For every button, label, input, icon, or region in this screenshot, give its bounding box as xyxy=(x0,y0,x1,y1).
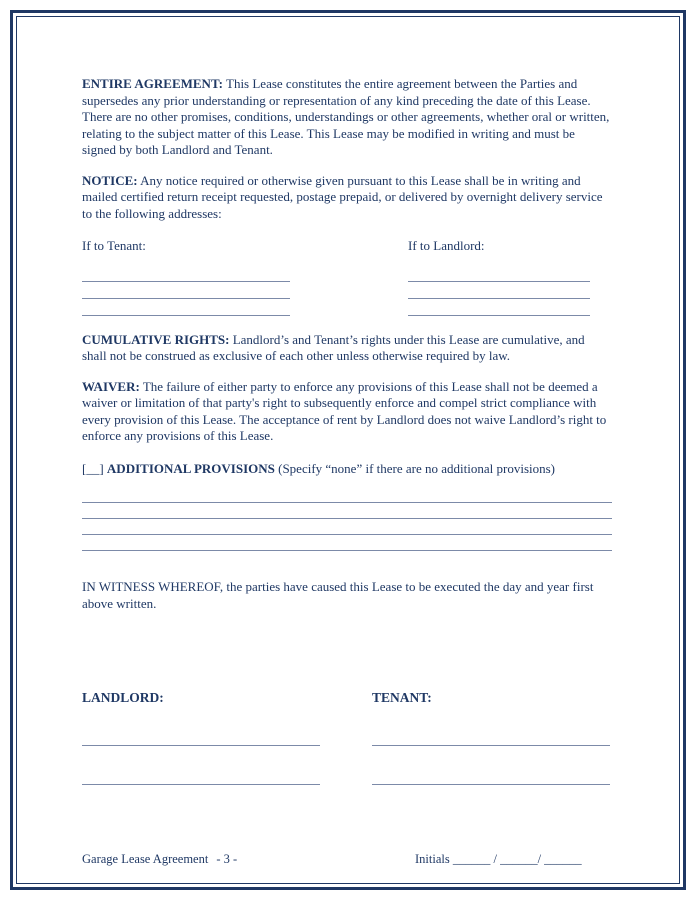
landlord-label: LANDLORD: xyxy=(82,690,164,705)
waiver-text: The failure of either party to enforce any provisions of this Lease shall not be deemed a waiver or limitation of that party's right to subsequently enforce and compel strict compliance with every provision of this Lease. The acceptance of rent by Landlord does not waive Landlord’s right to enforce any provisions of this Lease. xyxy=(82,378,607,443)
provisions-blank-line xyxy=(82,503,612,519)
landlord-signature-line xyxy=(82,746,320,785)
waiver-paragraph xyxy=(82,379,612,445)
if-to-tenant-label: If to Tenant: xyxy=(82,238,146,253)
tenant-address-line xyxy=(82,299,290,316)
additional-provisions-blank-lines xyxy=(82,487,612,551)
entire-agreement-text: This Lease constitutes the entire agreement between the Parties and supersedes any prior understanding or representation of any kind preceding the date of this Lease. There are no other promises, conditions, understandings or other agreements, whether oral or written, relating to the subject matter of this Lease. This Lease may be modified in writing and must be signed by both Landlord and Tenant. xyxy=(82,76,610,157)
page-content xyxy=(82,76,612,868)
signature-section xyxy=(82,690,612,785)
tenant-signature-cell xyxy=(372,707,612,746)
notice-label: NOTICE: xyxy=(82,172,138,188)
if-to-landlord-label: If to Landlord: xyxy=(408,238,485,253)
landlord-signature-cell xyxy=(82,746,372,785)
footer-title-text: Garage Lease Agreement xyxy=(82,852,209,866)
landlord-signature-cell xyxy=(82,707,372,746)
cumulative-rights-text: Landlord’s and Tenant’s rights under this Lease are cumulative, and shall not be construed as exclusive of each other unless otherwise required by law. xyxy=(82,331,585,363)
additional-provisions-note: (Specify “none” if there are no additional provisions) xyxy=(278,460,556,476)
cumulative-rights-label: CUMULATIVE RIGHTS: xyxy=(82,331,230,347)
landlord-address-line xyxy=(408,282,590,299)
provisions-blank-line xyxy=(82,487,612,503)
footer-page-number: - 3 - xyxy=(216,852,238,866)
landlord-address-line xyxy=(408,299,590,316)
additional-provisions-checkbox: [__] xyxy=(82,460,104,476)
witness-paragraph: IN WITNESS WHEREOF, the parties have caused this Lease to be executed the day and year first above written. xyxy=(82,579,594,611)
footer-document-title xyxy=(82,851,237,868)
signature-labels-row xyxy=(82,690,612,707)
tenant-address-line xyxy=(82,265,290,282)
notice-paragraph xyxy=(82,173,612,223)
signature-lines-row-1 xyxy=(82,707,612,746)
landlord-signature-line xyxy=(82,707,320,746)
tenant-signature-line xyxy=(372,746,610,785)
footer-initials: Initials ______ / ______/ ______ xyxy=(415,852,582,866)
additional-provisions-label: ADDITIONAL PROVISIONS xyxy=(106,460,275,476)
additional-provisions-line xyxy=(82,461,612,478)
entire-agreement-paragraph xyxy=(82,76,612,159)
landlord-address-line xyxy=(408,265,590,282)
cumulative-rights-paragraph xyxy=(82,332,612,365)
tenant-signature-cell xyxy=(372,746,612,785)
notice-text: Any notice required or otherwise given pursuant to this Lease shall be in writing and mailed certified return receipt requested, postage prepaid, or delivered by overnight delivery service to the following addresses: xyxy=(82,172,603,221)
tenant-address-column xyxy=(82,238,408,316)
provisions-blank-line xyxy=(82,519,612,535)
tenant-label: TENANT: xyxy=(372,690,432,705)
entire-agreement-label: ENTIRE AGREEMENT: xyxy=(82,76,223,91)
waiver-label: WAIVER: xyxy=(82,378,140,394)
notice-addresses xyxy=(82,238,612,316)
page-footer xyxy=(82,851,612,868)
tenant-address-line xyxy=(82,282,290,299)
tenant-signature-line xyxy=(372,707,610,746)
provisions-blank-line xyxy=(82,535,612,551)
landlord-address-column xyxy=(408,238,612,316)
signature-lines-row-2 xyxy=(82,746,612,785)
